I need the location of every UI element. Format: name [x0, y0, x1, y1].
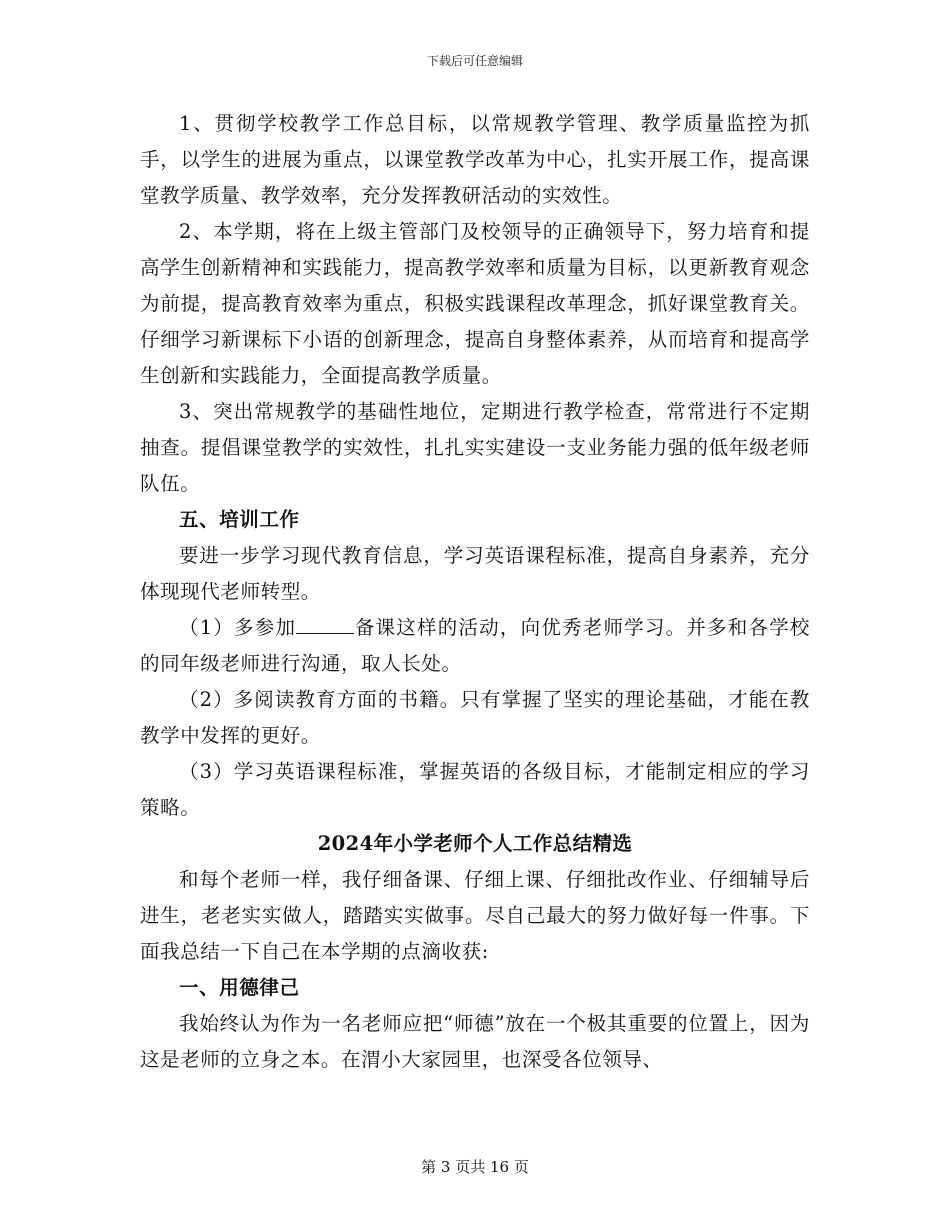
paragraph-5-start: （1）多参加 — [179, 616, 297, 639]
paragraph-5 — [140, 610, 810, 682]
paragraph-9: 我始终认为作为一名老师应把“师德”放在一个极其重要的位置上，因为这是老师的立身之本。在渭小大家园里，也深受各位领导、 — [140, 1012, 810, 1071]
paragraph-3: 3、突出常规教学的基础性地位，定期进行教学检查，常常进行不定期抽查。提倡课堂教学的实效性，扎扎实实建设一支业务能力强的低年级老师队伍。 — [140, 400, 810, 495]
document-title: 2024年小学老师个人工作总结精选 — [317, 832, 633, 855]
paragraph-6: （2）多阅读教育方面的书籍。只有掌握了坚实的理论基础，才能在教教学中发挥的更好。 — [140, 688, 810, 747]
fill-in-blank — [296, 615, 354, 634]
page-footer: 第 3 页共 16 页 — [421, 1158, 529, 1176]
section-heading-training: 五、培训工作 — [179, 508, 300, 531]
paragraph-1: 1、贯彻学校教学工作总目标，以常规教学管理、教学质量监控为抓手，以学生的进展为重点，以课堂教学改革为中心，扎实开展工作，提高课堂教学质量、教学效率，充分发挥教研活动的实效性。 — [140, 112, 810, 207]
paragraph-4: 要进一步学习现代教育信息，学习英语课程标准，提高自身素养，充分体现现代老师转型。 — [140, 544, 810, 603]
page-header: 下载后可任意编辑 — [426, 54, 523, 68]
paragraph-5-end: 备课这样的活动，向优秀老师学习。并多和各学校的同年级老师进行沟通，取人长处。 — [140, 616, 810, 675]
paragraph-7: （3）学习英语课程标准，掌握英语的各级目标，才能制定相应的学习策略。 — [140, 760, 810, 819]
document-body — [140, 106, 810, 1078]
paragraph-8: 和每个老师一样，我仔细备课、仔细上课、仔细批改作业、仔细辅导后进生，老老实实做人，踏踏实实做事。尽自己最大的努力做好每一件事。下面我总结一下自己在本学期的点滴收获: — [140, 868, 810, 963]
section-heading-ethics: 一、用德律己 — [179, 976, 300, 999]
paragraph-2: 2、本学期，将在上级主管部门及校领导的正确领导下，努力培育和提高学生创新精神和实践能力，提高教学效率和质量为目标，以更新教育观念为前提，提高教育效率为重点，积极实践课程改革理念，抓好课堂教育关。仔细学习新课标下小语的创新理念，提高自身整体素养，从而培育和提高学生创新和实践能力，全面提高教学质量。 — [140, 220, 810, 387]
